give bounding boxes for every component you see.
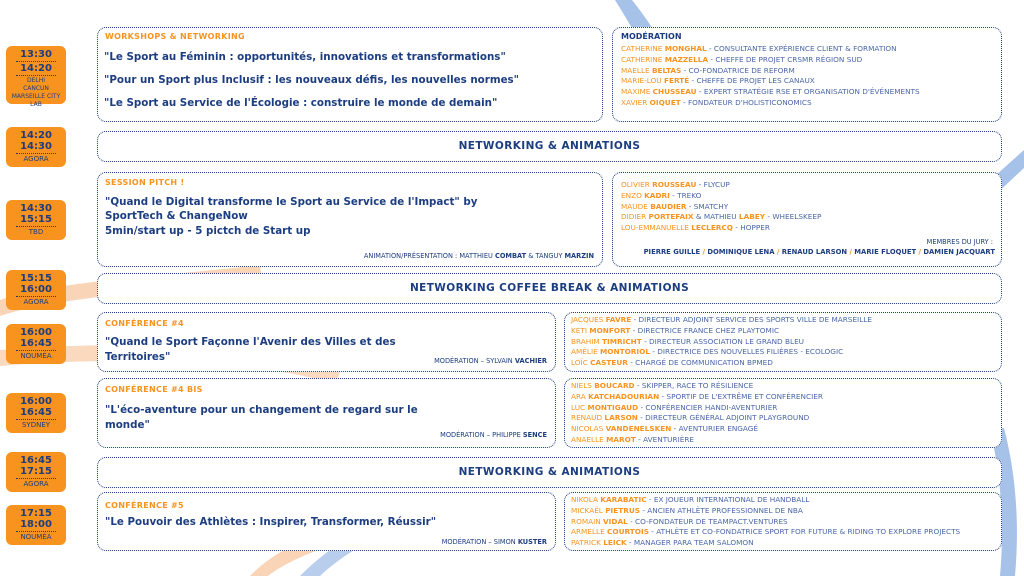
workshop-title-1: "Le Sport au Féminin : opportunités, innovations et transformations" [104, 51, 506, 63]
speaker-item [571, 413, 823, 424]
first-name: DIDIER [621, 212, 649, 222]
startups-list [621, 180, 821, 234]
conference-5-box [97, 492, 556, 551]
last-name: ROUSSEAU [652, 180, 697, 189]
last-name: MONGHAL [664, 44, 707, 53]
divider [16, 153, 56, 154]
divider [16, 419, 56, 420]
time-slot-3 [6, 200, 66, 240]
separator: / [700, 248, 708, 256]
moderator-item [621, 98, 920, 109]
conference-4-moderation [434, 357, 547, 365]
conference-4-title-1: "Quand le Sport Façonne l'Avenir des Villes et des [105, 336, 396, 348]
conference-4bis-title-1: "L'éco-aventure pour un changement de regard sur le [105, 404, 418, 416]
first-name: NIELS [571, 381, 595, 390]
time-start: 16:45 [20, 455, 52, 466]
separator: / [847, 248, 855, 256]
conference-4bis-title-2: monde" [105, 419, 150, 431]
time-start: 16:00 [20, 396, 52, 407]
first-name: JACQUES [571, 315, 606, 324]
conference-4-label: CONFÉRENCE #4 [105, 319, 184, 328]
coffee-break-title: NETWORKING COFFEE BREAK & ANIMATIONS [409, 282, 690, 294]
time-end: 17:15 [20, 466, 52, 477]
time-slot-2 [6, 127, 66, 167]
first-name: MAXIME [621, 87, 653, 97]
first-name: NICOLAS [571, 424, 606, 434]
jury-member: DOMINIQUE LENA [707, 248, 775, 256]
role: - DIRECTEUR ASSOCIATION LE GRAND BLEU [641, 336, 805, 346]
time-location: AGORA [23, 298, 49, 306]
last-name: PIETRUS [605, 505, 641, 515]
last-name: COURTOIS [607, 527, 649, 537]
pitch-box [97, 172, 603, 267]
role: - EX JOUEUR INTERNATIONAL DE HANDBALL [646, 495, 810, 504]
speaker-item [571, 392, 823, 403]
role: - AVENTURIER ENGAGÉ [671, 424, 759, 434]
separator: / [916, 248, 924, 256]
moderator-item [621, 87, 920, 98]
startups-box [612, 172, 1002, 267]
role: - TREKO [669, 190, 702, 200]
last-name: BAUDIER [650, 201, 687, 211]
networking-title: NETWORKING & ANIMATIONS [458, 466, 641, 478]
time-end: 16:45 [20, 407, 52, 418]
moderator-item [621, 76, 920, 87]
first-name: PATRICK [571, 538, 604, 548]
role: - DIRECTRICE DES NOUVELLES FILIÈRES - ECOLOGIC [650, 347, 844, 357]
time-slot-7 [6, 452, 66, 492]
moderator-name: KUSTER [517, 538, 547, 546]
speaker-item [571, 347, 872, 358]
last-name: MAZZELLA [664, 54, 709, 64]
speaker-item [571, 506, 960, 517]
last-name: MONTORIOL [600, 347, 650, 357]
first-name: MAUDE [621, 201, 651, 211]
time-location: NOUMÉA [20, 533, 52, 541]
first-name: LOU-EMMANUELLE [621, 223, 692, 233]
time-location: SYDNEY [21, 421, 51, 429]
divider [16, 478, 56, 479]
role: - MANAGER PARA TEAM SALOMON [626, 538, 754, 548]
divider [16, 350, 56, 351]
time-end: 15:15 [20, 214, 52, 225]
last-name: VIDAL [603, 516, 628, 526]
first-name: ROMAIN [571, 516, 604, 526]
first-name: LUC [571, 402, 588, 412]
moderation-prefix: MODÉRATION – SYLVAIN [434, 357, 513, 365]
speaker-item [571, 381, 823, 392]
separator: / [774, 248, 782, 256]
pitch-title-line-3: 5min/start up - 5 pictch de Start up [105, 225, 311, 237]
role: - FLYCUP [696, 180, 730, 189]
last-name: BOUCARD [594, 381, 635, 390]
animation-name-2: MARZIN [564, 252, 594, 260]
networking-banner-1 [97, 131, 1002, 162]
speaker-item [571, 358, 872, 369]
divider [16, 226, 56, 227]
last-name: LABEY [738, 212, 766, 222]
speaker-item [571, 403, 823, 414]
time-location: AGORA [23, 155, 49, 163]
first-name: AMÉLIE [571, 347, 601, 357]
role: - FONDATEUR D'HOLISTICONOMICS [680, 97, 812, 107]
time-location: TBD [28, 228, 44, 236]
workshops-label: WORKSHOPS & NETWORKING [105, 32, 245, 41]
conference-5-speakers-box [564, 492, 1002, 551]
pitch-animation [364, 252, 594, 260]
time-slot-4 [6, 270, 66, 310]
role: - DIRECTEUR GÉNÉRAL ADJOINT PLAYGROUND [637, 413, 810, 423]
conference-4bis-moderation [440, 431, 547, 439]
time-slot-8 [6, 505, 66, 545]
role: - CHEFFE DE PROJET LES CANAUX [689, 76, 815, 86]
role: - CHEFFE DE PROJET CRSMR RÉGION SUD [708, 54, 863, 64]
conference-4bis-speakers-box [564, 378, 1002, 448]
time-end: 18:00 [20, 519, 52, 530]
role: - CHARGÉ DE COMMUNICATION BPMED [627, 358, 773, 368]
conference-4bis-label: CONFÉRENCE #4 BIS [105, 385, 203, 394]
speaker-item [571, 495, 960, 506]
time-start: 16:00 [20, 327, 52, 338]
workshop-title-2: "Pour un Sport plus Inclusif : les nouveaux défis, les nouvelles normes" [104, 74, 520, 86]
divider [16, 75, 56, 76]
jury-member: MARIE FLOQUET [854, 248, 917, 256]
conference-5-speakers [571, 495, 960, 549]
role: - AVENTURIÈRE [635, 434, 695, 444]
moderation-list [621, 44, 920, 109]
role: - SMATCHY [686, 201, 729, 211]
workshop-title-3: "Le Sport au Service de l'Écologie : construire le monde de demain" [104, 97, 498, 109]
startup-item [621, 212, 821, 223]
first-name: CATHERINE [621, 44, 665, 53]
animation-prefix: ANIMATION/PRÉSENTATION : MATTHIEU [363, 252, 493, 260]
last-name: LEICK [603, 538, 627, 548]
last-name: KADRI [644, 190, 670, 200]
speaker-item [571, 435, 823, 446]
speaker-item [571, 337, 872, 348]
first-name: RENAUD [571, 413, 605, 423]
moderator-item [621, 55, 920, 66]
conference-4-speakers-box [564, 312, 1002, 372]
pitch-title-line-1: "Quand le Digital transforme le Sport au Service de l'Impact" by [105, 196, 478, 208]
networking-banner-3 [97, 457, 1002, 488]
workshops-box [97, 27, 603, 122]
animation-and: & TANGUY [528, 252, 563, 260]
startup-item [621, 180, 821, 191]
last-name: FERTÉ [663, 76, 690, 86]
pitch-label: SESSION PITCH ! [105, 178, 185, 187]
first-name: BRAHIM [571, 336, 603, 346]
time-start: 13:30 [20, 49, 52, 60]
first-name: KETI [571, 325, 590, 335]
startup-item [621, 223, 821, 234]
last-name: CHUSSEAU [652, 87, 697, 97]
conference-4-box [97, 312, 556, 372]
jury-member: RENAUD LARSON [781, 248, 848, 256]
time-start: 15:15 [20, 273, 52, 284]
first-name: NIKOLA [571, 495, 601, 504]
conference-4-title-2: Territoires" [105, 351, 171, 363]
speaker-item [571, 315, 872, 326]
role: - CONSULTANTE EXPÉRIENCE CLIENT & FORMATION [706, 44, 897, 53]
speaker-item [571, 527, 960, 538]
moderator-name: SENCE [522, 431, 547, 439]
role: - DIRECTRICE FRANCE CHEZ PLAYTOMIC [630, 325, 780, 335]
first-name: ANAELLE [571, 434, 607, 444]
time-end: 16:45 [20, 338, 52, 349]
role: - ANCIEN ATHLÈTE PROFESSIONNEL DE NBA [640, 505, 803, 515]
first-name: ARA [571, 391, 589, 401]
divider [16, 531, 56, 532]
jury-names [644, 248, 995, 256]
first-name: MARIE-LOU [621, 76, 664, 86]
speaker-item [571, 326, 872, 337]
conference-5-moderation [442, 538, 547, 546]
time-start: 14:20 [20, 130, 52, 141]
last-name: VANDENELSKEN [605, 424, 672, 434]
time-slot-6 [6, 393, 66, 433]
last-name: TIMRICHT [602, 336, 642, 346]
role: - WHEELSKEEP [765, 212, 822, 222]
divider [16, 61, 56, 62]
startup-item [621, 191, 821, 202]
time-end: 14:30 [20, 141, 52, 152]
last-name: LARSON [604, 413, 638, 423]
role: - CONFÉRENCIER HANDI-AVENTURIER [638, 402, 778, 412]
moderation-label: MODÉRATION [621, 32, 682, 41]
first-name: ARMELLE [571, 527, 608, 537]
time-location: DELHI CANCUN MARSEILLE CITY LAB [11, 77, 61, 108]
moderator-item [621, 66, 920, 77]
last-name: MAROT [606, 434, 636, 444]
last-name: MONFORT [589, 325, 631, 335]
last-name: MONTIGAUD [587, 402, 639, 412]
first-name: CATHERINE [621, 54, 665, 64]
conference-5-label: CONFÉRENCE #5 [105, 501, 184, 510]
divider [16, 296, 56, 297]
last-name: BELTAS [651, 65, 682, 75]
moderator-name: VACHIER [514, 357, 547, 365]
conference-4bis-box [97, 378, 556, 448]
last-name: KATCHADOURIAN [588, 391, 660, 401]
moderation-prefix: MODÉRATION – PHILIPPE [440, 431, 521, 439]
role: & MATHIEU [693, 212, 739, 222]
last-name: FAVRE [605, 315, 632, 324]
last-name: PORTEFAIX [648, 212, 694, 222]
conference-4bis-speakers [571, 381, 823, 446]
speaker-item [571, 517, 960, 528]
jury-member: DAMIEN JACQUART [923, 248, 995, 256]
conference-4-speakers [571, 315, 872, 369]
time-start: 17:15 [20, 508, 52, 519]
pitch-title-line-2: SportTech & ChangeNow [105, 210, 248, 222]
jury-label: MEMBRES DU JURY : [926, 238, 993, 246]
first-name: MAELLE [621, 65, 652, 75]
role: - HOPPER [733, 223, 770, 233]
first-name: LOÏC [571, 358, 591, 368]
speaker-item [571, 424, 823, 435]
conference-5-title: "Le Pouvoir des Athlètes : Inspirer, Transformer, Réussir" [105, 516, 437, 528]
role: - ATHLÈTE ET CO-FONDATRICE SPORT FOR FUTURE & RIDING TO EXPLORE PROJECTS [648, 527, 961, 537]
role: - SKIPPER, RACE TO RÉSILIENCE [634, 381, 754, 390]
first-name: XAVIER [621, 97, 650, 107]
moderation-box [612, 27, 1002, 122]
speaker-item [571, 538, 960, 549]
animation-name-1: COMBAT [494, 252, 527, 260]
role: - EXPERT STRATÉGIE RSE ET ORGANISATION D'ÉVÉNEMENTS [696, 87, 920, 97]
moderation-prefix: MODÉRATION – SIMON [441, 538, 516, 546]
startup-item [621, 202, 821, 213]
networking-title: NETWORKING & ANIMATIONS [458, 140, 641, 152]
role: - CO-FONDATEUR DE TEAMPACT.VENTURES [627, 516, 788, 526]
jury-member: PIERRE GUILLE [643, 248, 701, 256]
last-name: CASTEUR [590, 358, 628, 368]
first-name: MICKAËL [571, 505, 606, 515]
time-location: NOUMÉA [20, 352, 52, 360]
moderator-item [621, 44, 920, 55]
role: - CO-FONDATRICE DE REFORM [681, 65, 795, 75]
first-name: ENZO [621, 190, 645, 200]
time-location: AGORA [23, 480, 49, 488]
first-name: OLIVIER [621, 180, 653, 189]
last-name: OIQUET [649, 97, 681, 107]
last-name: LECLERCQ [691, 223, 733, 233]
time-end: 16:00 [20, 284, 52, 295]
time-slot-5 [6, 324, 66, 364]
time-end: 14:20 [20, 63, 52, 74]
last-name: KARABATIC [600, 495, 647, 504]
role: - DIRECTEUR ADJOINT SERVICE DES SPORTS VILLE DE MARSEILLE [631, 315, 872, 324]
networking-banner-2 [97, 273, 1002, 304]
time-start: 14:30 [20, 203, 52, 214]
time-slot-1 [6, 46, 66, 108]
role: - SPORTIF DE L'EXTRÊME ET CONFÉRENCIER [659, 391, 823, 401]
